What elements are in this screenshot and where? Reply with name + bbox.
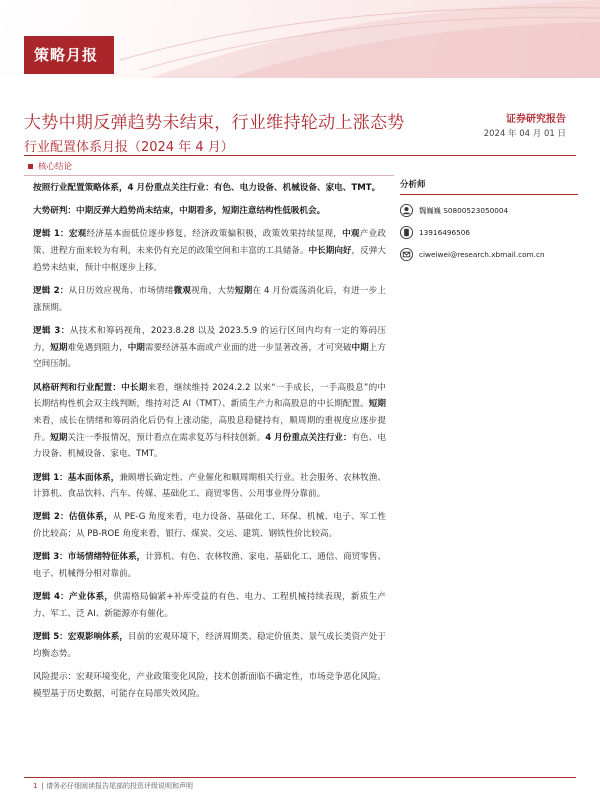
paragraph-text: 来看，成长在情绪和筹码消化后仍有上涨动能，高股息稳健持有，顺周期的重视度应逐步提升。	[33, 415, 386, 443]
bullet-icon	[28, 164, 33, 169]
emphasis-text: 逻辑 1：	[33, 229, 69, 240]
body-paragraph	[33, 509, 386, 542]
report-type: 证券研究报告	[506, 114, 566, 125]
emphasis-text: 4 月份重点关注行业：	[265, 432, 352, 443]
analyst-panel	[400, 175, 578, 261]
emphasis-text: 逻辑 3：市场情绪特征体系，	[33, 552, 146, 563]
body-paragraph	[33, 669, 386, 702]
phone-icon	[400, 226, 413, 239]
paragraph-text: 供需格局偏紧+补库受益的有色、电力、工程机械持续表现，新质生产力、军工、泛 AI、新能源亦有催化。	[33, 592, 386, 619]
core-conclusion-text: 核心结论	[38, 162, 73, 172]
report-date: 2024 年 04 月 01 日	[483, 129, 566, 139]
body-paragraph	[33, 323, 386, 373]
paragraph-text: 有色、电力设备、机械设备、家电、TMT。	[33, 432, 386, 460]
analyst-email-row	[400, 248, 578, 261]
title-divider	[24, 155, 576, 156]
body-paragraph	[33, 180, 386, 197]
footer-separator: |	[41, 782, 44, 790]
emphasis-text: 逻辑 1：基本面体系，	[33, 472, 120, 483]
emphasis-text: 按照行业配置策略体系，4 月份重点关注行业：有色、电力设备、机械设备、家电、TMT。	[33, 183, 381, 193]
paragraph-text: 从 PE-G 角度来看，电力设备、基础化工、环保、机械、电子、军工性价比较高；从 PB-ROE 角度来看，银行、煤炭、交运、建筑、钢铁性价比较高。	[33, 512, 386, 540]
emphasis-text: 逻辑 5：宏观影响体系，	[33, 632, 128, 643]
mail-icon	[400, 248, 413, 261]
report-title: 大势中期反弹趋势未结束，行业维持轮动上涨态势	[24, 113, 405, 133]
paragraph-text: 关注一季报情况，预计看点在需求复苏与科技创新。	[67, 432, 266, 443]
emphasis-text: 中期	[127, 342, 145, 353]
emphasis-text: 大势研判：中期反弹大趋势尚未结束，中期看多，短期注意结构性低吸机会。	[33, 206, 326, 217]
emphasis-text: 短期	[50, 342, 68, 353]
body-paragraph	[33, 549, 386, 582]
analyst-phone-row	[400, 226, 578, 239]
body-paragraph	[33, 226, 386, 276]
emphasis-text: 中期	[351, 342, 369, 353]
paragraph-text: 风险提示：宏观环境变化，产业政策变化风险，技术创新面临不确定性，市场竞争恶化风险。模型基于历史数据，可能存在局部失效风险。	[33, 672, 386, 699]
paragraph-text: 难免遇到阻力，	[67, 342, 128, 353]
person-icon	[400, 204, 413, 217]
analyst-heading: 分析师	[400, 175, 578, 195]
paragraph-text: 从技术和筹码视角，2023.8.28 以及 2023.5.9 的运行区间内均有一定的筹码压力，	[33, 325, 387, 353]
page-number: 1	[33, 782, 38, 790]
emphasis-text: 逻辑 3：	[33, 325, 70, 336]
emphasis-text: 短期	[368, 399, 386, 410]
analyst-email[interactable]: ciweiwei@research.xbmail.com.cn	[419, 250, 545, 259]
emphasis-text: 短期	[234, 286, 253, 297]
analyst-phone: 13916496506	[419, 228, 471, 237]
emphasis-text: 风格研判和行业配置：中长期	[33, 382, 148, 393]
body-paragraph	[33, 470, 386, 503]
paragraph-text: 计算机、有色、农林牧渔、家电、基础化工、通信、商贸零售、电子、机械得分相对靠前。	[33, 552, 386, 580]
paragraph-text: ，反弹大趋势未结束，预计中枢逐步上移。	[33, 246, 386, 273]
paragraph-text: 需要经济基本面或产业面的进一步显著改善，才可突破	[144, 342, 352, 353]
core-divider	[24, 175, 394, 176]
footer-disclaimer: 请务必仔细阅读报告尾部的投资评级说明和声明	[46, 782, 194, 790]
emphasis-text: 短期	[50, 432, 68, 443]
footer	[33, 781, 193, 791]
emphasis-text: 逻辑 2：	[33, 286, 69, 297]
paragraph-text: 来看，继续维持 2024.2.2 以来“一手成长，一手高股息”的中长期结构性机会双主线判断，维持对泛 AI（TMT）、新质生产力和高股息的中长期配置。	[33, 382, 386, 410]
emphasis-text: 宏观	[68, 229, 87, 240]
emphasis-text: 逻辑 2：估值体系，	[33, 512, 113, 523]
paragraph-text: 从日历效应视角、市场情绪	[68, 286, 174, 297]
body-paragraph	[33, 589, 386, 622]
paragraph-text: 经济基本面低位逐步修复，经济政策偏积极，政策效果持续显现，	[86, 229, 343, 240]
section-tag: 策略月报	[24, 36, 114, 74]
core-conclusion-label	[28, 160, 72, 172]
paragraph-text: 目前的宏观环境下，经济周期类、稳定价值类、景气成长类资产处于均衡态势。	[33, 632, 386, 659]
analyst-name-row	[400, 204, 578, 217]
paragraph-text: 兼顾增长确定性、产业催化和顺周期相关行业。社会服务、农林牧渔、计算机、食品饮料、汽车、传媒、基础化工、商贸零售、公用事业得分靠前。	[33, 472, 386, 500]
emphasis-text: 中长期向好	[308, 246, 352, 257]
emphasis-text: 微观	[173, 286, 192, 297]
report-subtitle: 行业配置体系月报（2024 年 4 月）	[24, 140, 234, 155]
body-paragraph	[33, 380, 386, 464]
body-paragraph	[33, 629, 386, 662]
analyst-name: 魏巍巍 S0800523050004	[419, 205, 509, 215]
emphasis-text: 逻辑 4：产业体系，	[33, 592, 114, 603]
header-banner	[0, 0, 600, 78]
paragraph-text: 视角，大势	[191, 286, 235, 297]
paragraph-text: 在 4 月份震荡消化后，有进一步上涨预期。	[33, 286, 386, 313]
body-paragraph	[33, 203, 386, 220]
paragraph-text: 产业政策、进程方面来较为有利，未来仍有充足的政策空间和丰富的工具储备。	[33, 229, 386, 257]
emphasis-text: 中观	[342, 229, 360, 240]
report-body	[33, 180, 386, 709]
paragraph-text: 上方空间压制。	[33, 342, 386, 370]
footer-divider	[24, 777, 576, 778]
body-paragraph	[33, 283, 386, 316]
